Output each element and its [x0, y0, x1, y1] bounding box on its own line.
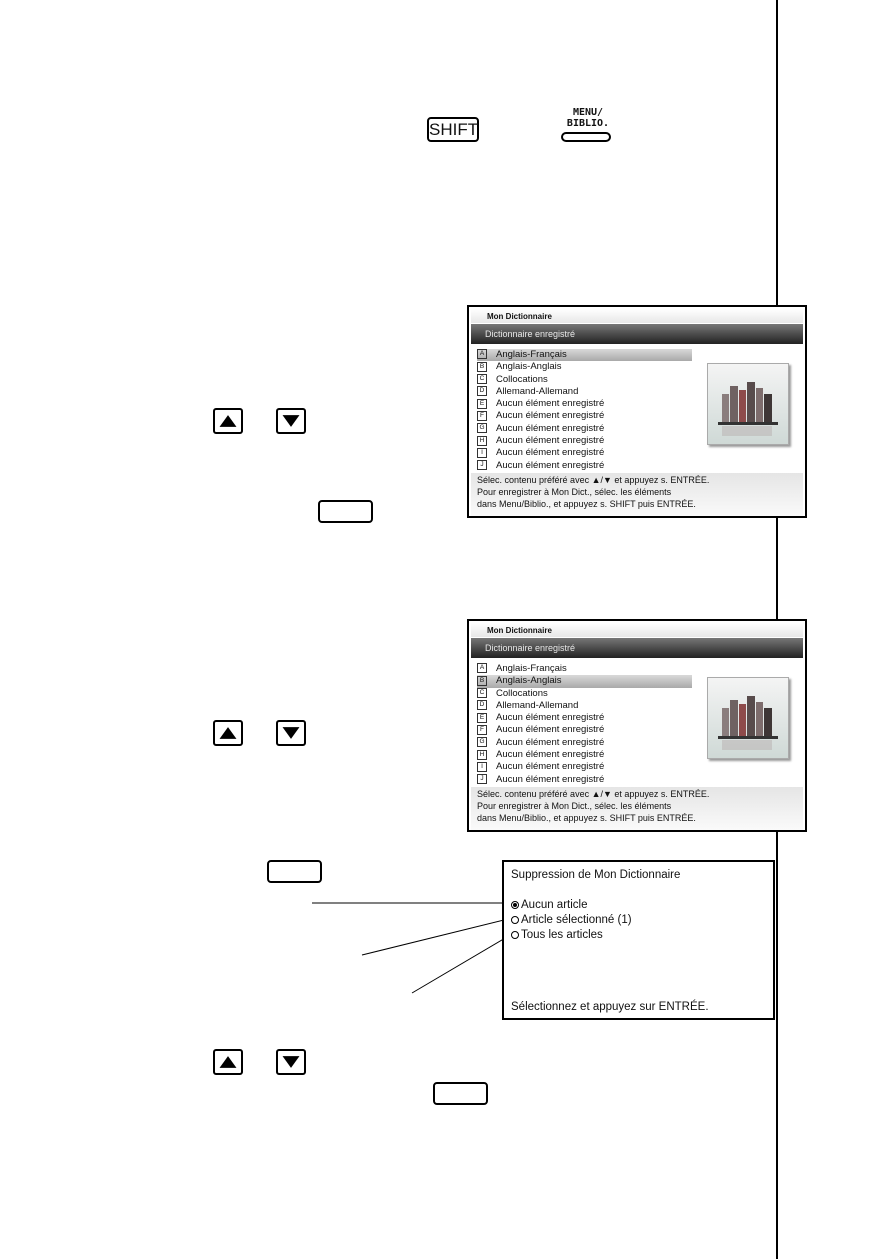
- callout-line: [362, 918, 512, 955]
- letter-badge: A: [477, 663, 487, 673]
- list-item[interactable]: B Anglais-Anglais: [477, 675, 692, 687]
- letter-badge: H: [477, 750, 487, 760]
- list-item[interactable]: F Aucun élément enregistré: [477, 410, 692, 422]
- option-no-article[interactable]: Aucun article: [511, 899, 587, 911]
- screen-title: Mon Dictionnaire: [471, 623, 803, 637]
- enter-key-icon[interactable]: [433, 1082, 488, 1105]
- list-item[interactable]: E Aucun élément enregistré: [477, 712, 692, 724]
- letter-badge: F: [477, 411, 487, 421]
- radio-unchecked-icon: [511, 916, 519, 924]
- status-bar: Sélec. contenu préféré avec ▲/▼ et appuyez s. ENTRÉE. Pour enregistrer à Mon Dict., sélec. les éléments dans Menu/Biblio., et appuyez s. SHIFT puis ENTRÉE.: [471, 473, 803, 516]
- letter-badge: J: [477, 460, 487, 470]
- letter-badge: F: [477, 725, 487, 735]
- list-item[interactable]: I Aucun élément enregistré: [477, 761, 692, 773]
- radio-unchecked-icon: [511, 931, 519, 939]
- list-item[interactable]: D Allemand-Allemand: [477, 700, 692, 712]
- status-bar: Sélec. contenu préféré avec ▲/▼ et appuyez s. ENTRÉE. Pour enregistrer à Mon Dict., sélec. les éléments dans Menu/Biblio., et appuyez s. SHIFT puis ENTRÉE.: [471, 787, 803, 830]
- list-item[interactable]: D Allemand-Allemand: [477, 386, 692, 398]
- screen-title: Mon Dictionnaire: [471, 309, 803, 323]
- letter-badge: J: [477, 774, 487, 784]
- list-item[interactable]: I Aucun élément enregistré: [477, 447, 692, 459]
- letter-badge: H: [477, 436, 487, 446]
- list-item[interactable]: H Aucun élément enregistré: [477, 435, 692, 447]
- list-item[interactable]: E Aucun élément enregistré: [477, 398, 692, 410]
- letter-badge: I: [477, 762, 487, 772]
- instruction-text: Sélectionnez et appuyez sur ENTRÉE.: [511, 1001, 709, 1013]
- screen-title: Suppression de Mon Dictionnaire: [511, 869, 681, 881]
- list-item[interactable]: B Anglais-Anglais: [477, 361, 692, 373]
- list-item[interactable]: J Aucun élément enregistré: [477, 460, 692, 472]
- letter-badge: G: [477, 423, 487, 433]
- letter-badge: B: [477, 362, 487, 372]
- letter-badge: A: [477, 349, 487, 359]
- list-item[interactable]: J Aucun élément enregistré: [477, 774, 692, 786]
- letter-badge: D: [477, 700, 487, 710]
- letter-badge: D: [477, 386, 487, 396]
- radio-checked-icon: [511, 901, 519, 909]
- option-selected-article[interactable]: Article sélectionné (1): [511, 914, 632, 926]
- letter-badge: E: [477, 713, 487, 723]
- option-all-articles[interactable]: Tous les articles: [511, 929, 603, 941]
- down-arrow-key-icon[interactable]: [276, 1049, 306, 1075]
- list-item[interactable]: C Collocations: [477, 688, 692, 700]
- up-arrow-key-icon[interactable]: [213, 1049, 243, 1075]
- menu-biblio-key-label: MENU/ BIBLIO.: [566, 107, 610, 129]
- letter-badge: I: [477, 448, 487, 458]
- list-item[interactable]: A Anglais-Français: [477, 349, 692, 361]
- screen-header: Dictionnaire enregistré: [471, 324, 803, 344]
- letter-badge: B: [477, 676, 487, 686]
- letter-badge: E: [477, 399, 487, 409]
- letter-badge: C: [477, 688, 487, 698]
- shift-key[interactable]: SHIFT: [427, 117, 479, 142]
- list-item[interactable]: G Aucun élément enregistré: [477, 737, 692, 749]
- callout-line: [412, 934, 512, 993]
- delete-screen: [502, 860, 775, 1020]
- list-item[interactable]: C Collocations: [477, 374, 692, 386]
- list-item[interactable]: F Aucun élément enregistré: [477, 724, 692, 736]
- letter-badge: C: [477, 374, 487, 384]
- screen-header: Dictionnaire enregistré: [471, 638, 803, 658]
- list-item[interactable]: G Aucun élément enregistré: [477, 423, 692, 435]
- list-item[interactable]: H Aucun élément enregistré: [477, 749, 692, 761]
- list-item[interactable]: A Anglais-Français: [477, 663, 692, 675]
- letter-badge: G: [477, 737, 487, 747]
